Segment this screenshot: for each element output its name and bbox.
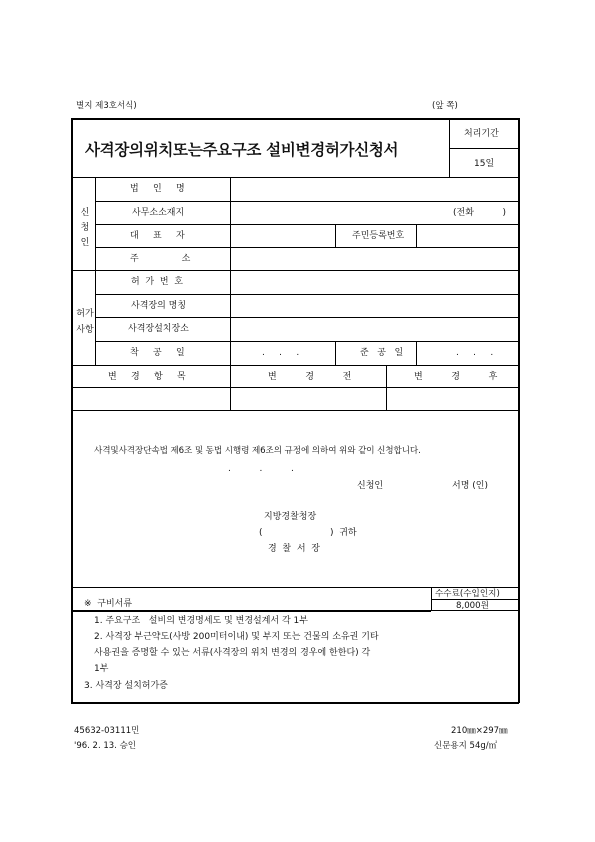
- range-name-label: 사격장의 명칭: [131, 301, 187, 311]
- before-change-field[interactable]: [231, 388, 386, 410]
- range-location-field[interactable]: [231, 318, 518, 341]
- address-label: 주 소: [130, 254, 191, 264]
- documents-item-2-cont: 사용권을 증명할 수 있는 서류(사격장의 위치 변경의 경우에 한한다) 각: [94, 648, 371, 658]
- resident-id-field[interactable]: [417, 225, 518, 247]
- before-change-header: 변 경 전: [268, 372, 352, 382]
- start-date-field[interactable]: . . .: [262, 348, 300, 358]
- representative-label: 대 표 자: [130, 231, 185, 241]
- after-change-header: 변 경 후: [414, 372, 498, 382]
- completion-date-field[interactable]: . . .: [456, 348, 494, 358]
- office-address-field[interactable]: [231, 202, 441, 224]
- address-field[interactable]: [231, 248, 518, 270]
- paper-size: 210㎜×297㎜: [451, 726, 508, 736]
- corp-name-field[interactable]: [231, 178, 518, 201]
- paper-type: 신문용지 54g/㎡: [434, 741, 498, 751]
- start-date-label: 착 공 일: [130, 348, 185, 358]
- change-item-field[interactable]: [72, 388, 230, 410]
- office-address-label: 사무소소재지: [132, 208, 185, 218]
- form-number: 별지 제3호서식): [76, 101, 137, 111]
- documents-item-2: 2. 사격장 부근약도(사방 200미터이내) 및 부지 또는 건물의 소유권 기타: [94, 632, 379, 642]
- documents-item-1: 1. 주요구조 설비의 변경명세도 및 변경설계서 각 1부: [94, 616, 308, 626]
- page-title: 사격장의위치또는주요구조 설비변경허가신청서: [85, 141, 399, 159]
- documents-item-3: 3. 사격장 설치허가증: [84, 681, 168, 691]
- approval-date: '96. 2. 13. 승인: [74, 741, 137, 751]
- phone-label: (전화 ): [453, 208, 507, 218]
- recipient-open-paren: (: [259, 528, 263, 538]
- completion-date-label: 준 공 일: [360, 348, 404, 358]
- range-name-field[interactable]: [231, 295, 518, 317]
- after-change-field[interactable]: [387, 388, 518, 410]
- recipient-close-paren: ) 귀하: [330, 528, 357, 538]
- documents-heading: ※ 구비서류: [84, 599, 133, 609]
- fee-label: 수수료(수입인지): [435, 589, 500, 599]
- corp-name-label: 법 인 명: [130, 184, 185, 194]
- processing-period-value: 15일: [474, 159, 495, 169]
- application-date[interactable]: . . .: [228, 464, 294, 474]
- permit-number-label: 허 가 번 호: [131, 277, 183, 287]
- change-item-header: 변 경 항 목: [108, 372, 186, 382]
- processing-period-label: 처리기간: [464, 129, 499, 139]
- permit-number-field[interactable]: [231, 271, 518, 294]
- recipient-provincial-police: 지방경찰청장: [264, 512, 317, 522]
- range-location-label: 사격장설치장소: [128, 324, 189, 334]
- applicant-signer-label: 신청인: [357, 481, 384, 491]
- resident-id-label: 주민등록번호: [352, 231, 405, 241]
- representative-field[interactable]: [231, 225, 335, 247]
- page-side: (앞 쪽): [432, 101, 458, 111]
- applicant-group-label: 신 청 인: [80, 208, 90, 248]
- fee-amount: 8,000원: [456, 601, 489, 611]
- form-code: 45632-03111민: [74, 726, 140, 736]
- permit-group-label: 허가 사항: [76, 309, 94, 335]
- documents-item-2-end: 1부: [94, 664, 109, 674]
- declaration-text: 사격및사격장단속법 제6조 및 동법 시행령 제6조의 규정에 의하여 위와 같이 신청합니다.: [94, 446, 421, 456]
- signature-label[interactable]: 서명 (인): [452, 481, 488, 491]
- recipient-police-chief: 경 찰 서 장: [268, 544, 320, 554]
